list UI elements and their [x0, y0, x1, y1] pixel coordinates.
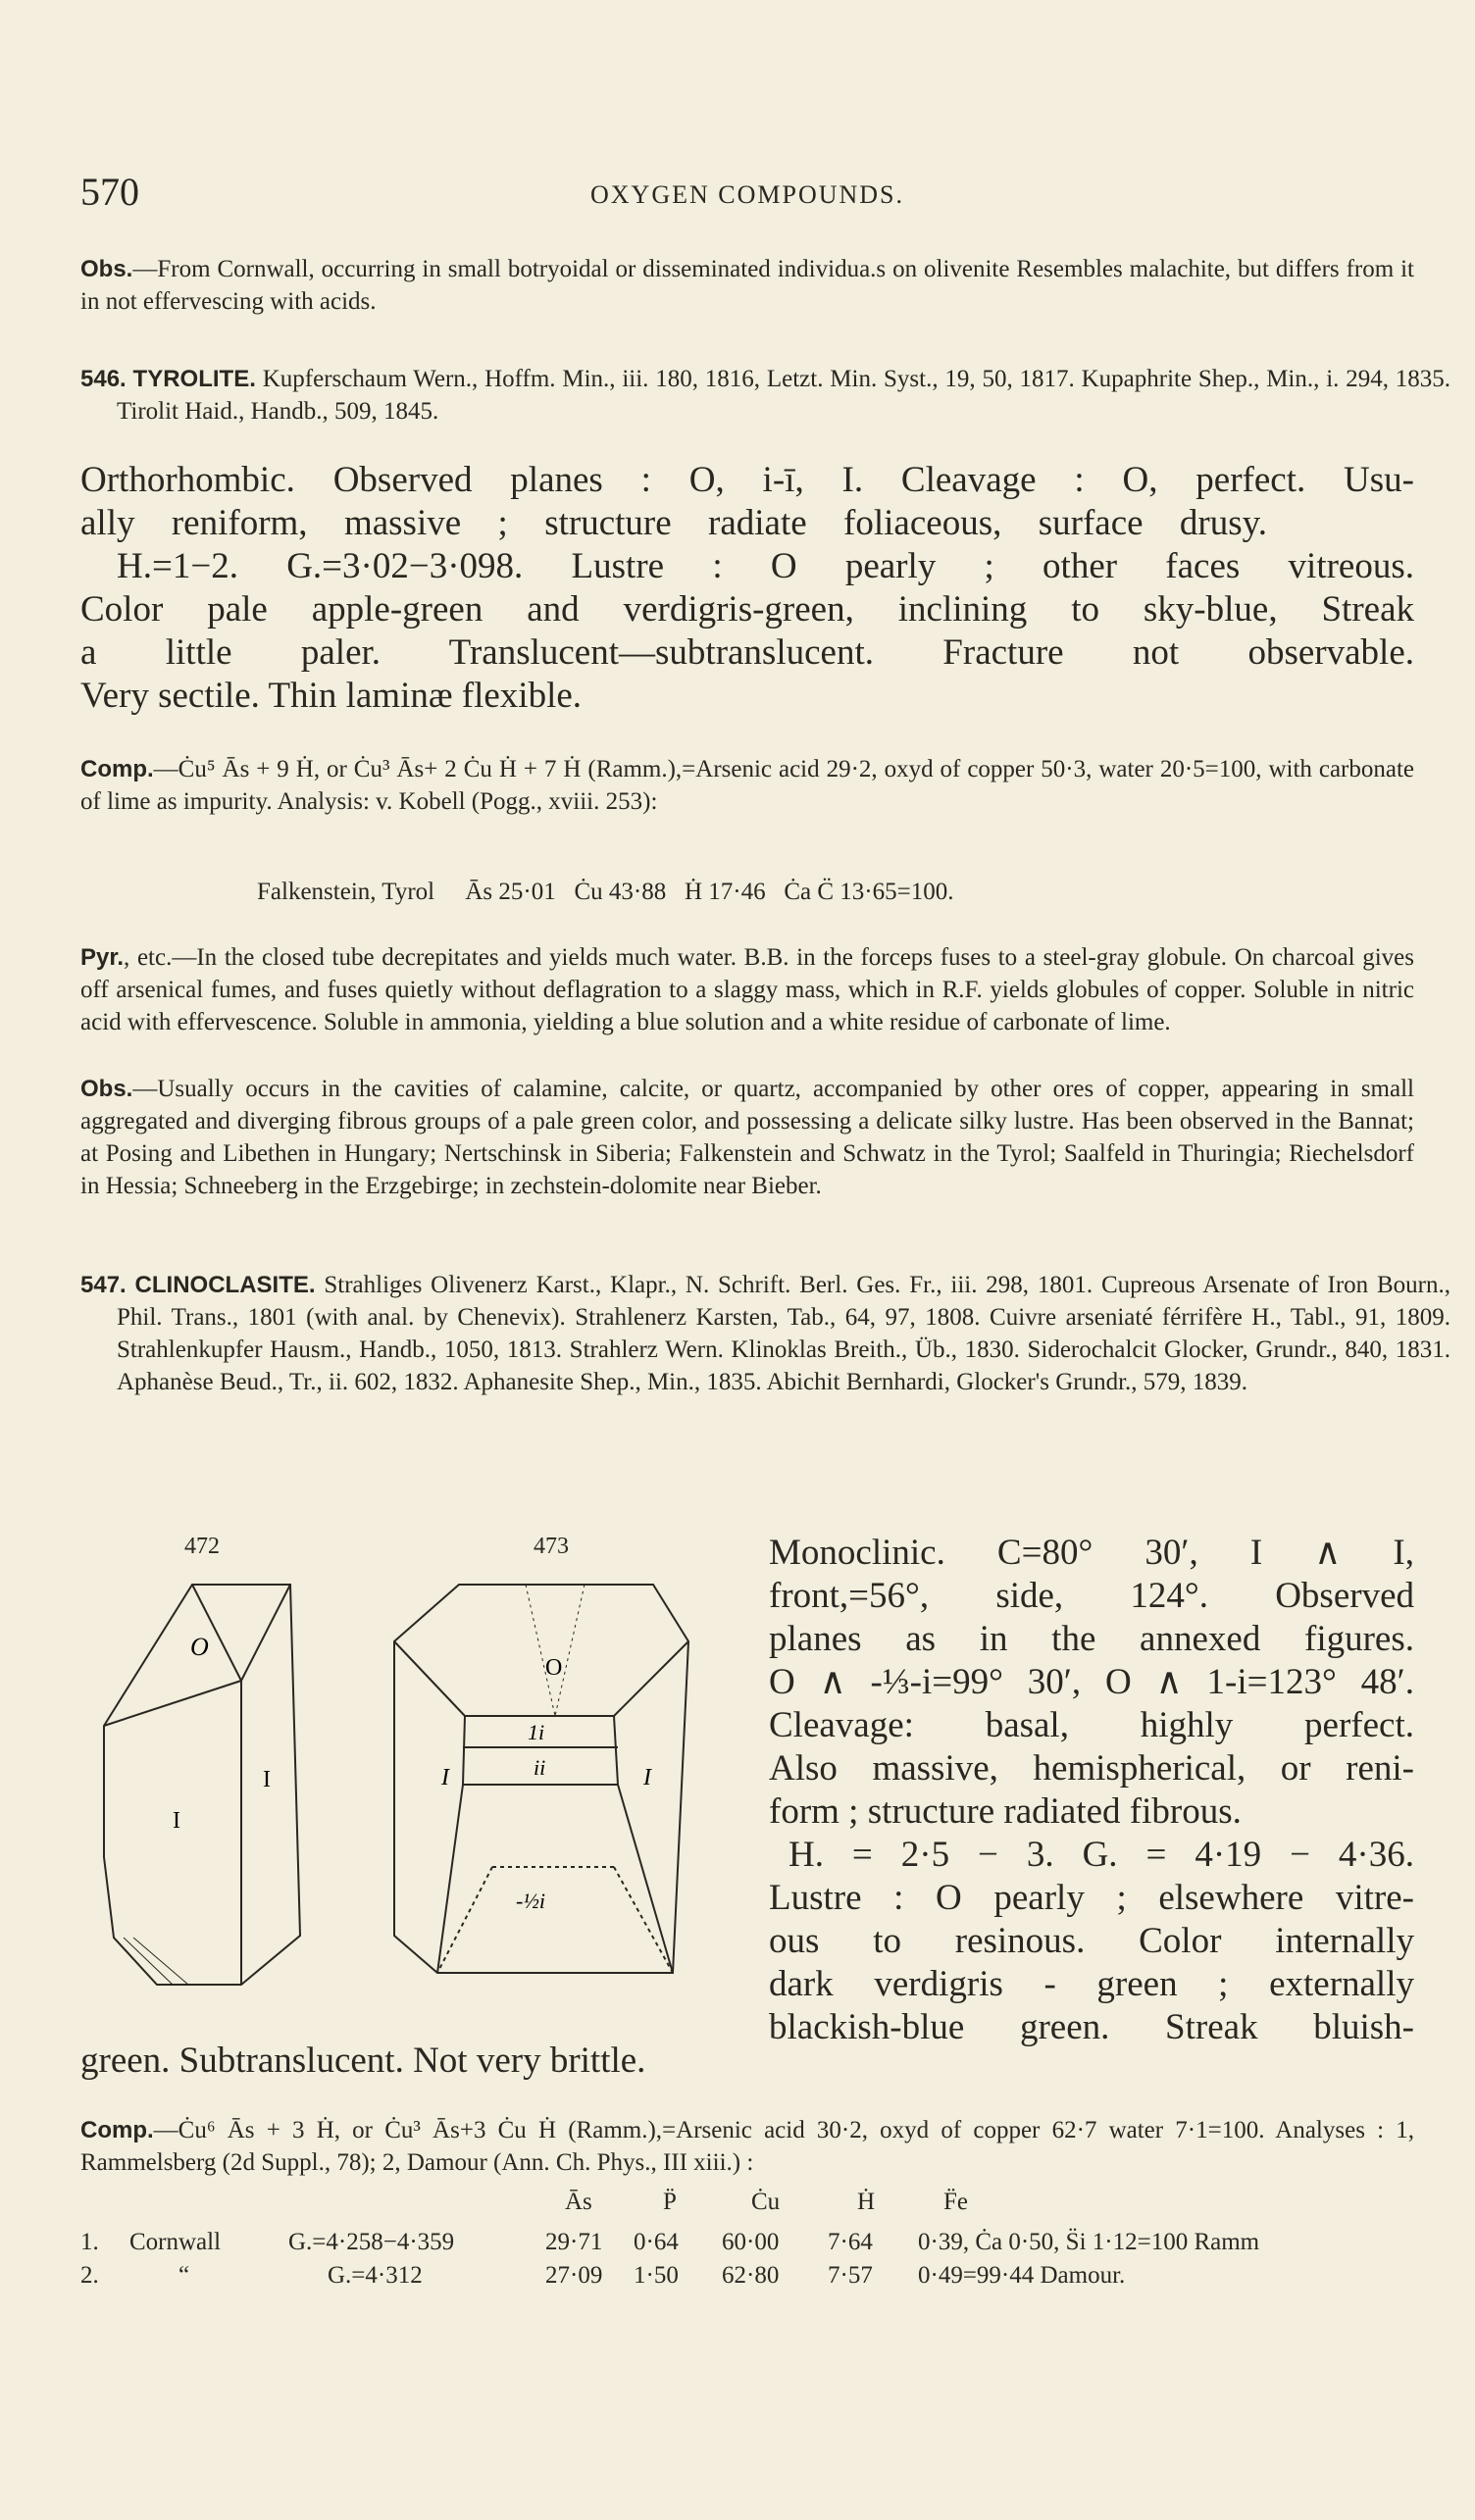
running-head: OXYGEN COMPOUNDS.: [589, 180, 905, 209]
value-cu: 60·00: [722, 2229, 780, 2255]
analysis-header: Ċu: [751, 2189, 781, 2215]
clinoclasite-composition: [80, 2114, 1414, 2179]
clinoclasite-description-tail: green. Subtranslucent. Not very brittle.: [80, 2041, 646, 2081]
desc-line: ous to resinous. Color internally: [769, 1921, 1414, 1961]
value-as: 27·09: [545, 2262, 603, 2289]
desc-line: Very sectile. Thin laminæ flexible.: [80, 676, 583, 716]
desc-line: Lustre : O pearly ; elsewhere vitre-: [769, 1878, 1414, 1918]
desc-line: H.=1−2. G.=3·02−3·098. Lustre : O pearly ; other faces vitreous.: [117, 546, 1414, 586]
table-row: [80, 2226, 1271, 2259]
analysis-header: Ḣ: [857, 2189, 876, 2215]
species-number: 546.: [80, 366, 127, 392]
figure-472-label: 472: [184, 1534, 220, 1559]
gravity: G.=4·312: [328, 2262, 423, 2289]
desc-line: Cleavage: basal, highly perfect.: [769, 1705, 1414, 1745]
tyrolite-heading: [80, 363, 1450, 428]
clinoclasite-description: [769, 1532, 1414, 2049]
face-label-I: I: [173, 1808, 180, 1834]
obs-text: —Usually occurs in the cavities of calamine, calcite, or quartz, accompanied by other ores of copper, appearing in small aggregated and diverging fibrous groups of a pale green color, and possessing a delicate silky lustre. Has been observed in the Bannat; at Posing and Libethen in Hungary; Nertschinsk in Siberia; Falkenstein and Schwatz in the Tyrol; Saalfeld in Thuringia; Riechelsdorf in Hessia; Schneeberg in the Erzgebirge; in zechstein-dolomite near Bieber.: [80, 1076, 1414, 1199]
desc-line: blackish-blue green. Streak bluish-: [769, 2007, 1414, 2047]
species-name: TYROLITE.: [132, 366, 256, 392]
desc-line: a little paler. Translucent—subtranslucent. Fracture not observable.: [80, 632, 1414, 673]
analysis-table: [80, 2226, 1271, 2293]
desc-line: Monoclinic. C=80° 30′, I ∧ I,: [769, 1533, 1414, 1573]
obs-label: Obs.: [80, 1076, 133, 1102]
face-label-I: I: [441, 1765, 449, 1790]
analysis-header: Ās: [565, 2189, 592, 2215]
analysis-header: F̈e: [943, 2189, 968, 2215]
face-label-1i: 1i: [528, 1720, 545, 1744]
pyr-text: , etc.—In the closed tube decrepitates and yields much water. B.B. in the forceps fuses to a steel-gray globule. On charcoal gives off arsenical fumes, and fuses quietly without deflagration to a slaggy mass, which in R.F. yields globules of copper. Soluble in nitric acid with effervescence. Soluble in ammonia, yielding a blue solution and a white residue of carbonate of lime.: [80, 944, 1414, 1035]
tyrolite-pyr: [80, 941, 1414, 1038]
face-label-I: I: [263, 1767, 271, 1792]
table-row: [80, 2259, 1271, 2293]
desc-line: ally reniform, massive ; structure radiate foliaceous, surface drusy.: [80, 503, 1267, 543]
tyrolite-composition: [80, 753, 1414, 818]
comp-text: —Ċu⁶ Ās + 3 Ḣ, or Ċu³ Ās+3 Ċu Ḣ (Ramm.),=Arsenic acid 30·2, oxyd of copper 62·7 water 7·1=100. Analyses : 1, Rammelsberg (2d Suppl., 78); 2, Damour (Ann. Ch. Phys., III xiii.) :: [80, 2117, 1414, 2176]
desc-line: H. = 2·5 − 3. G. = 4·19 − 4·36.: [788, 1835, 1414, 1875]
desc-line: O ∧ -⅓-i=99° 30′, O ∧ 1-i=123° 48′.: [769, 1662, 1414, 1702]
value-p: 0·64: [634, 2229, 679, 2255]
species-synonymy: Strahliges Olivenerz Karst., Klapr., N. Schrift. Berl. Ges. Fr., iii. 298, 1801. Cupreous Arsenate of Iron Bourn., Phil. Trans., 1801 (with anal. by Chenevix). Strahlenerz Karsten, Tab., 64, 97, 1808. Cuivre arseniaté férrifère H., Tabl., 91, 1809. Strahlenkupfer Hausm., Handb., 1050, 1813. Strahlerz Wern. Klinoklas Breith., Üb., 1830. Siderochalcit Glocker, Grundr., 840, 1831. Aphanèse Beud., Tr., ii. 602, 1832. Aphanesite Shep., Min., 1835. Abichit Bernhardi, Glocker's Grundr., 579, 1839.: [117, 1272, 1451, 1395]
tyrolite-description: [80, 459, 1414, 718]
face-label-I: I: [643, 1765, 651, 1790]
desc-line: Color pale apple-green and verdigris-green, inclining to sky-blue, Streak: [80, 589, 1414, 630]
gravity: G.=4·258−4·359: [288, 2229, 455, 2255]
row-number: 2.: [80, 2262, 99, 2289]
comp-label: Comp.: [80, 2117, 154, 2143]
value-h: 7·64: [828, 2229, 873, 2255]
desc-line: dark verdigris - green ; externally: [769, 1964, 1414, 2004]
desc-line: form ; structure radiated fibrous.: [769, 1791, 1242, 1832]
desc-line: Also massive, hemispherical, or reni-: [769, 1748, 1414, 1789]
comp-label: Comp.: [80, 756, 154, 782]
value-cu: 62·80: [722, 2262, 780, 2289]
value-as: 29·71: [545, 2229, 603, 2255]
face-label-half-i: -½i: [516, 1889, 545, 1913]
species-synonymy: Kupferschaum Wern., Hoffm. Min., iii. 180, 1816, Letzt. Min. Syst., 19, 50, 1817. Kupaphrite Shep., Min., i. 294, 1835. Tirolit Haid., Handb., 509, 1845.: [117, 366, 1451, 425]
desc-line: front,=56°, side, 124°. Observed: [769, 1576, 1414, 1616]
comp-text: —Ċu⁵ Ās + 9 Ḣ, or Ċu³ Ās+ 2 Ċu Ḣ + 7 Ḣ (Ramm.),=Arsenic acid 29·2, oxyd of copper 50·3, water 20·5=100, with carbonate of lime as impurity. Analysis: v. Kobell (Pogg., xviii. 253):: [80, 756, 1414, 815]
species-name: CLINOCLASITE.: [134, 1272, 316, 1298]
locality: Cornwall: [129, 2229, 222, 2255]
obs-intro-text: —From Cornwall, occurring in small botryoidal or disseminated individua.s on olivenite Resembles malachite, but differs from it in not effervescing with acids.: [80, 256, 1414, 315]
tyrolite-obs: [80, 1073, 1414, 1202]
face-label-ii: ii: [534, 1755, 546, 1780]
desc-line: planes as in the annexed figures.: [769, 1619, 1414, 1659]
obs-intro: [80, 253, 1414, 318]
value-fe: 0·49=99·44 Damour.: [918, 2262, 1126, 2289]
value-fe: 0·39, Ċa 0·50, S̈i 1·12=100 Ramm: [918, 2229, 1260, 2255]
crystal-figures: [94, 1534, 722, 2034]
page-number: 570: [80, 170, 139, 214]
face-label-o: O: [190, 1633, 209, 1661]
species-number: 547.: [80, 1272, 127, 1298]
tyrolite-analysis: Falkenstein, Tyrol Ās 25·01 Ċu 43·88 Ḣ 17·46 Ċa C̈ 13·65=100.: [257, 879, 954, 905]
crystal-drawings: [94, 1534, 722, 2034]
obs-label: Obs.: [80, 256, 133, 282]
clinoclasite-heading: [80, 1269, 1450, 1398]
analysis-header: P̈: [663, 2189, 677, 2215]
face-label-o: O: [545, 1655, 563, 1681]
row-number: 1.: [80, 2229, 99, 2255]
figure-473-label: 473: [534, 1534, 569, 1559]
value-p: 1·50: [634, 2262, 679, 2289]
locality: “: [178, 2262, 190, 2289]
desc-line: Orthorhombic. Observed planes : O, i-ī, I. Cleavage : O, perfect. Usu-: [80, 460, 1414, 500]
value-h: 7·57: [828, 2262, 873, 2289]
page-header: [80, 169, 1414, 218]
pyr-label: Pyr.: [80, 944, 125, 971]
